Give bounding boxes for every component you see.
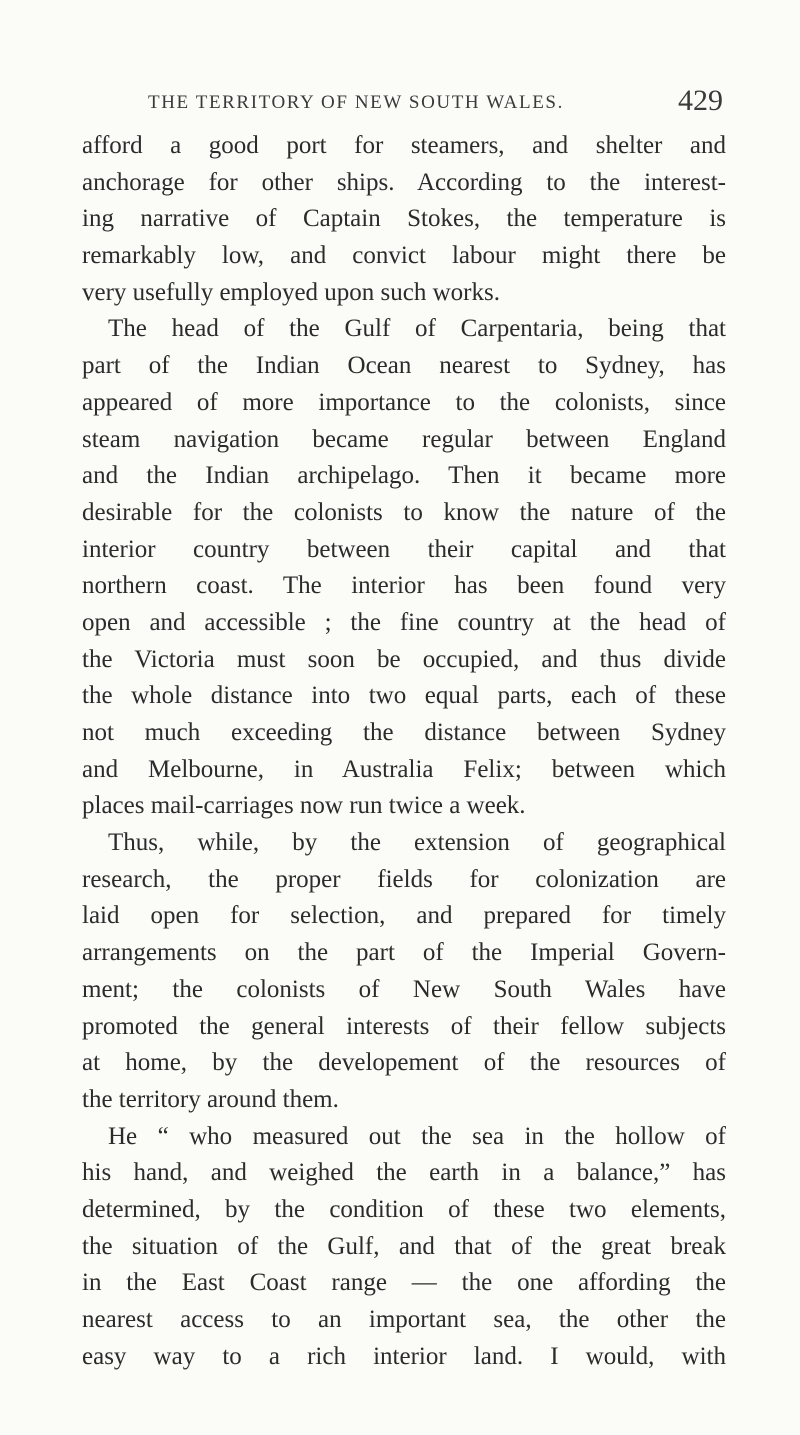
text-line: afford a good port for steamers, and shelter and <box>82 132 726 159</box>
text-line: part of the Indian Ocean nearest to Sydney, has <box>82 352 726 380</box>
page-number: 429 <box>678 84 723 117</box>
text-line: at home, by the developement of the resources of <box>82 1049 726 1077</box>
running-head: THE TERRITORY OF NEW SOUTH WALES. <box>148 92 564 113</box>
text-line: research, the proper fields for colonization are <box>82 865 726 893</box>
text-line: the situation of the Gulf, and that of the great break <box>82 1232 726 1260</box>
text-line: determined, by the condition of these two elements, <box>82 1195 726 1223</box>
text-line: in the East Coast range — the one affording the <box>82 1269 726 1297</box>
text-line: He “ who measured out the sea in the hollow of <box>108 1122 726 1150</box>
text-line: ment; the colonists of New South Wales have <box>82 975 726 1003</box>
text-line: and Melbourne, in Australia Felix; between which <box>82 755 726 783</box>
text-line: The head of the Gulf of Carpentaria, being that <box>108 315 726 343</box>
text-line: nearest access to an important sea, the other the <box>82 1306 726 1333</box>
text-line: laid open for selection, and prepared for timely <box>82 902 726 930</box>
text-line: places mail-carriages now run twice a week. <box>82 792 526 820</box>
text-line: the whole distance into two equal parts, each of these <box>82 682 726 710</box>
text-line: steam navigation became regular between England <box>82 425 726 453</box>
text-line: appeared of more importance to the colonists, since <box>82 388 726 416</box>
text-line: promoted the general interests of their fellow subjects <box>82 1012 726 1040</box>
text-line: his hand, and weighed the earth in a balance,” has <box>82 1159 726 1187</box>
text-line: remarkably low, and convict labour might there be <box>82 242 726 270</box>
text-line: northern coast. The interior has been found very <box>82 572 726 600</box>
text-line: interior country between their capital and that <box>82 535 726 563</box>
text-line: the Victoria must soon be occupied, and thus divide <box>82 645 726 673</box>
text-line: and the Indian archipelago. Then it became more <box>82 462 726 490</box>
page-header <box>148 84 723 124</box>
text-line: open and accessible ; the fine country at the head of <box>82 608 726 636</box>
text-line: not much exceeding the distance between Sydney <box>82 719 726 746</box>
text-line: arrangements on the part of the Imperial Govern- <box>82 939 726 967</box>
text-line: very usefully employed upon such works. <box>82 278 500 306</box>
text-line: the territory around them. <box>82 1085 339 1113</box>
body-text <box>82 128 726 1375</box>
text-line: anchorage for other ships. According to the interest- <box>82 168 726 196</box>
text-line: ing narrative of Captain Stokes, the temperature is <box>82 205 726 233</box>
text-line: Thus, while, by the extension of geographical <box>108 829 726 857</box>
text-line: easy way to a rich interior land. I would, with <box>82 1342 726 1370</box>
text-line: desirable for the colonists to know the nature of the <box>82 498 726 526</box>
